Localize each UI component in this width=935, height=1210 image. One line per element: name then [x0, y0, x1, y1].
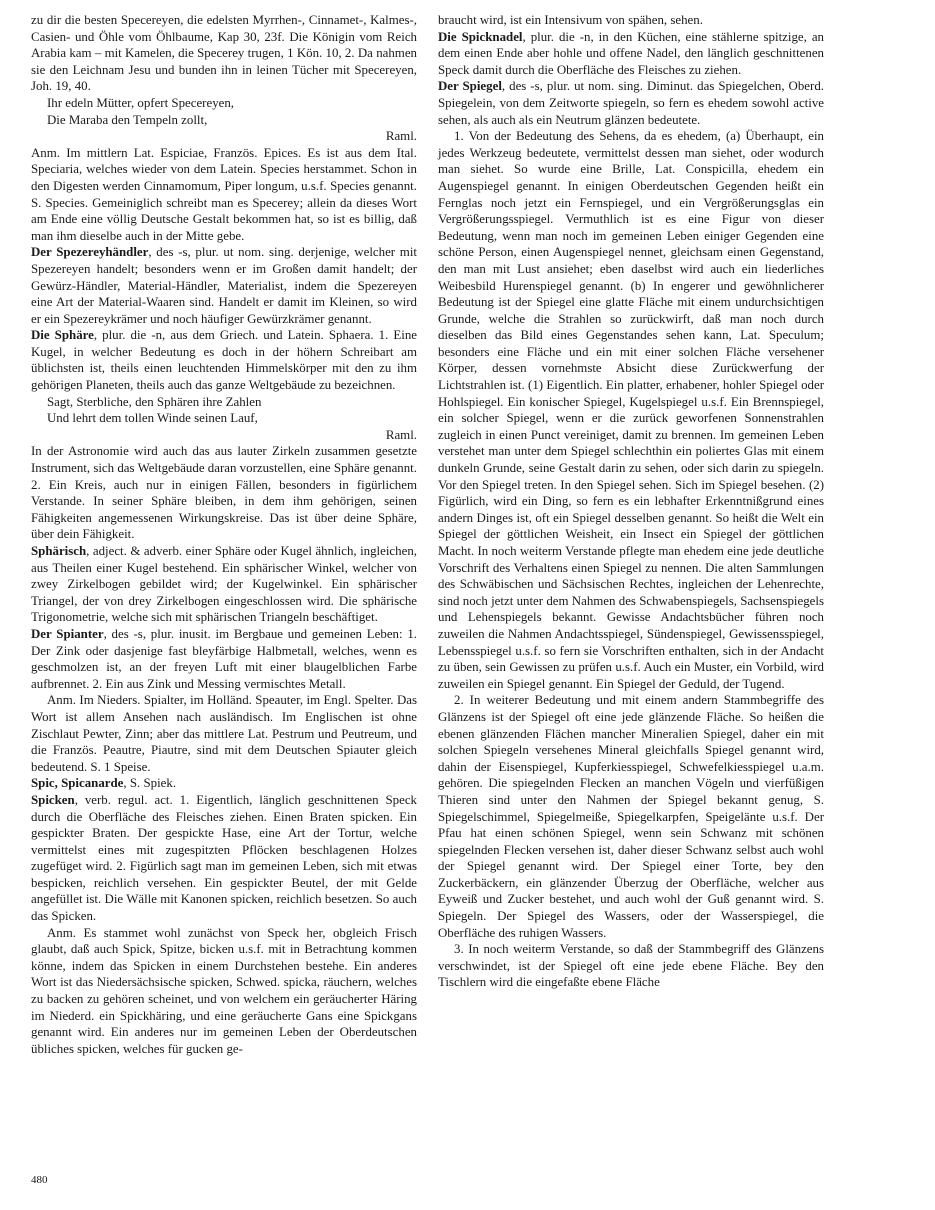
- entry-text: , plur. die -n, aus dem Griech. und Latein. Sphaera. 1. Eine Kugel, in welcher Bedeutung es doch in der höhern Schreibart am üblichsten ist, theils einen leuchtenden Himmelskörper mit den zu ihm gehörigen Planeten, theils auch das ganze Weltgebäude zu bezeichnen.: [31, 328, 418, 393]
- quote-attribution: Raml.: [385, 129, 417, 144]
- paragraph: 2. In weiterer Bedeutung und mit einem andern Stammbegriffe des Glänzens ist der Spiegel oft eine jede glänzende Fläche. So heißen die ebenen glänzenden Flächen mancher Mineralien Spiegel, daher ein mit solchen Spiegeln versehenes Mineral gleichfalls Spiegel genannt wird, dahin der Eisenspiegel, Kupferkiesspiegel, Schwefelkiesspiegel u.a.m. gehören. Die spiegelnden Flecken an manchen Vögeln und vierfüßigen Thieren sind unter den Nahmen der Spiegel bekannt genug, S. Spiegelschimmel, Spiegelmeiße, Spiegelkarpfen, Speigelänte u.s.f. Der Pfau hat einen schönen Spiegel, wenn sein Schwanz mit schönen spiegelnden Flecken versehen ist, daher dieser Schwanz selbst auch wohl der Spiegel genannt wird. Der Spiegel einer Torte, bey den Zuckerbäckern, ein glänzender Überzug der Oberfläche, welcher aus Eyweiß und Zucker bestehet, und auch wohl der Guß genannt wird. S. Spiegeln. Der Spiegel des Wassers, oder der Wasserspiegel, die Oberfläche des ruhigen Wassers.: [438, 693, 824, 940]
- paragraph: Anm. Im Nieders. Spialter, im Holländ. Speauter, im Engl. Spelter. Das Wort ist allem Ansehen nach ausländisch. Im Englischen ist ohne Zischlaut Pewter, Zinn; aber das mittlere Lat. Pestrum und Peutreum, und die Französ. Peautre, Piautre, sind mit dem Deutschen Spiauter gleich bedeutend. S. 1 Speise.: [31, 693, 417, 774]
- entry-text: , des -s, plur. ut nom. sing. Diminut. das Spiegelchen, Oberd. Spiegelein, von dem Zeitworte spiegeln, so fern es ehedem sowohl active sehen, als auch als ein Neutrum glänzen bedeutete.: [438, 79, 824, 127]
- entry: [31, 626, 417, 692]
- entry: [31, 244, 417, 327]
- headword: Die Sphäre: [31, 328, 94, 343]
- headword: Der Spianter: [31, 626, 104, 641]
- right-column: [438, 12, 824, 991]
- entry: [438, 29, 824, 79]
- headword: Der Spiegel: [438, 79, 502, 94]
- headword: Spic, Spicanarde: [31, 776, 124, 791]
- entry-text: , plur. die -n, in den Küchen, eine stählerne spitzige, an dem einen Ende aber hohle und offene Nadel, den länglich geschnittenen Speck damit durch die Oberfläche des Fleisches zu ziehen.: [438, 29, 824, 77]
- paragraph: Anm. Im mittlern Lat. Espiciae, Französ. Epices. Es ist aus dem Ital. Speciaria, welches wieder von dem Latein. Species herstammet. Schon in den Digesten werden Cinnamomum, Piper longum, u.s.f. Species genannt. S. Species. Gemeiniglich schreibt man es Specerey; allein da dieses Wort am Ende eine völlig Deutsche Gestalt bekommen hat, so ist es billig, daß man ihm dieselbe auch in der Mitte gebe.: [31, 145, 417, 243]
- verse-line: Ihr edeln Mütter, opfert Specereyen,: [47, 95, 235, 110]
- paragraph: 1. Von der Bedeutung des Sehens, da es ehedem, (a) Überhaupt, ein jedes Werkzeug bedeutete, vermittelst dessen man siehet, oder wodurch man siehet. So wurde eine Brille, Lat. Conspicilla, ehedem ein Augenspiegel genannt. In einigen Oberdeutschen Gegenden heißt ein Fernglas noch jetzt ein Fernspiegel, und ein Vergrößerungsglas ein Vergrößerungsspiegel. Vermuthlich ist es eine Figur von dieser Bedeutung, wenn man noch im gemeinen Leben einiger Gegenden eine schöne Person, einen Augenspiegel nennet, gleichsam einen Gegenstand, den man mit Lust ansiehet; eben daselbst wird auch ein liederliches Weibesbild Hurenspiegel genannt. (b) In engerer und gewöhnlicherer Bedeutung ist der Spiegel eine glatte Fläche mit einem undurchsichtigen Grunde, welche die Strahlen so zurückwirft, daß man noch durch dieselben das Bild eines Gegenstandes sehen kann, Lat. Speculum; besonders eine Fläche und ein mit einer solchen Fläche versehener Körper, dessen vornehmste Absicht diese Zurückwerfung der Lichtstrahlen ist. (1) Eigentlich. Ein platter, erhabener, hohler Spiegel oder Hohlspiegel. Ein konischer Spiegel, Kugelspiegel u.s.f. Ein Brennspiegel, ein solcher Spiegel, wenn er die zurück geworfenen Sonnenstrahlen zugleich in einen Punct vereiniget, damit zu brennen. Im gemeinen Leben verstehet man unter dem Spiegel schlechthin ein poliertes Glas mit einem dunkeln Grunde, seine Gestalt darin zu sehen, oder sich darin zu spiegeln. Vor den Spiegel treten. In den Spiegel sehen. Sich im Spiegel besehen. (2) Figürlich, wird ein Ding, so fern es ein lebhafter Erkenntnißgrund eines andern Dinges ist, oft ein Spiegel desselben genannt. So heißt die Welt ein Spiegel der göttlichen Weisheit, ein Insect ein Spiegel der göttlichen Macht. In noch weiterm Verstande pflegte man ehedem eine jede deutliche Vorschrift des Verhaltens einen Spiegel zu nennen. Die alten Sammlungen des Schwäbischen und Sächsischen Rechtes, ingleichen der Lehenrechte, sind noch jetzt unter dem Nahmen des Schwabenspiegels, Sachsenspiegels und Lehenspiegels bekannt. Gewisse Andachtsbücher führen noch zuweilen die Nahmen Andachtsspiegel, Sündenspiegel, Gewissensspiegel, Lebensspiegel u.s.f. so fern sie Vorschriften enthalten, sich in der Andacht zu üben, sein Gewissen zu prüfen u.s.f. Auch ein Muster, ein Vorbild, wird zuweilen ein Spiegel genannt. Ein Spiegel der Geduld, der Tugend.: [438, 129, 824, 691]
- verse-line: Die Maraba den Tempeln zollt,: [47, 112, 208, 127]
- headword: Die Spicknadel: [438, 29, 523, 44]
- entry-text: , adject. & adverb. einer Sphäre oder Kugel ähnlich, ingleichen, aus Theilen einer Kugel bestehend. Ein sphärischer Winkel, welcher von zwey Zirkelbogen gebildet wird; der Kugelwinkel. Ein sphärischer Triangel, der von drey Zirkelbogen eingeschlossen wird. Die sphärische Trigonometrie, welche sich mit sphärischen Triangeln beschäftiget.: [31, 544, 417, 625]
- entry-text: , des -s, plur. ut nom. sing. derjenige, welcher mit Spezereyen handelt; besonders wenn er im Großen damit handelt; der Gewürz-Händler, Material-Händler, Materialist, indem die Spezereyen eine Art der Material-Waaren sind. Handelt er damit im Kleinen, so wird er ein Spezereykrämer und noch häufiger Gewürzkrämer genannt.: [31, 245, 417, 326]
- entry: [31, 775, 417, 792]
- entry: [438, 78, 824, 128]
- entry-text: , S. Spiek.: [123, 776, 177, 791]
- paragraph: In der Astronomie wird auch das aus lauter Zirkeln zusammen gesetzte Instrument, sich das Weltgebäude daran vorzustellen, eine Sphäre genannt. 2. Ein Kreis, auch nur in einigen Fällen, besonders in figürlichem Verstande. In seiner Sphäre bleiben, in dem ihm gehörigen, seinen Fähigkeiten angemessenen Wirkungskreise. Das ist über deine Sphäre, über dein Fähigkeit.: [31, 444, 417, 542]
- paragraph: zu dir die besten Specereyen, die edelsten Myrrhen-, Cinnamet-, Kalmes-, Casien- und Öhle vom Öhlbaume, Kap 30, 23f. Die Königin vom Reich Arabia kam – mit Kamelen, die Specerey trugen, 1 Kön. 10, 2. Da nahmen sie den Leichnam Jesu und bunden ihn in leinen Tücher mit Specereyen, Joh. 19, 40.: [31, 13, 417, 94]
- paragraph: braucht wird, ist ein Intensivum von spähen, sehen.: [438, 13, 703, 27]
- headword: Spicken: [31, 792, 75, 807]
- verse-line: Sagt, Sterbliche, den Sphären ihre Zahlen: [47, 394, 262, 409]
- left-column: [31, 12, 417, 1057]
- headword: Der Spezereyhändler: [31, 245, 149, 260]
- entry-text: , des -s, plur. inusit. im Bergbaue und gemeinen Leben: 1. Der Zink oder dasjenige fast bleyfärbige Halbmetall, welches, wenn es geschmolzen ist, an der freyen Luft mit einer blaugelblichen Farbe aufbrennet. 2. Ein aus Zink und Messing vermischtes Metall.: [31, 626, 417, 691]
- verse-line: Und lehrt dem tollen Winde seinen Lauf,: [47, 411, 258, 426]
- paragraph: Anm. Es stammet wohl zunächst von Speck her, obgleich Frisch glaubt, daß auch Spick, Spitze, bicken u.s.f. mit in Betrachtung kommen könne, indem das Spicken in einem Durchstehen bestehe. Ein anderes Wort ist das Niedersächsische spicken, Schwed. spicka, räuchern, welches zu backen zu gehören scheinet, und von welchem ein geräucherter Häring im Niederd. ein Spickhäring, und eine geräucherte Gans eine Spickgans genannt wird. Ein anderes nur im gemeinen Leben der Oberdeutschen übliches spicken, welches für gucken ge-: [31, 925, 417, 1056]
- page-number: 480: [31, 1174, 48, 1186]
- quote-attribution: Raml.: [385, 427, 417, 442]
- entry-text: , verb. regul. act. 1. Eigentlich, länglich geschnittenen Speck durch die Oberfläche des Fleisches ziehen. Einen Braten spicken. Ein gespickter Braten. Der gespickte Hase, eine Art der Tortur, welche vermittelst eines mit zugespitzten Pflöcken beschlagenen Holzes zugefüget wird. 2. Figürlich sagt man im gemeinen Leben, sich mit etwas bespicken, reichlich versehen. Ein gespickter Beutel, der mit Gelde angefüllet ist. Die Wälle mit Kanonen spicken, reichlich besetzen. So auch das Spicken.: [31, 792, 417, 924]
- paragraph: 3. In noch weiterm Verstande, so daß der Stammbegriff des Glänzens verschwindet, ist der Spiegel oft eine jede ebene Fläche. Bey den Tischlern wird die eingefaßte ebene Fläche: [438, 942, 824, 990]
- entry: [31, 792, 417, 925]
- headword: Sphärisch: [31, 544, 87, 558]
- entry: [31, 543, 417, 626]
- entry: [31, 327, 417, 393]
